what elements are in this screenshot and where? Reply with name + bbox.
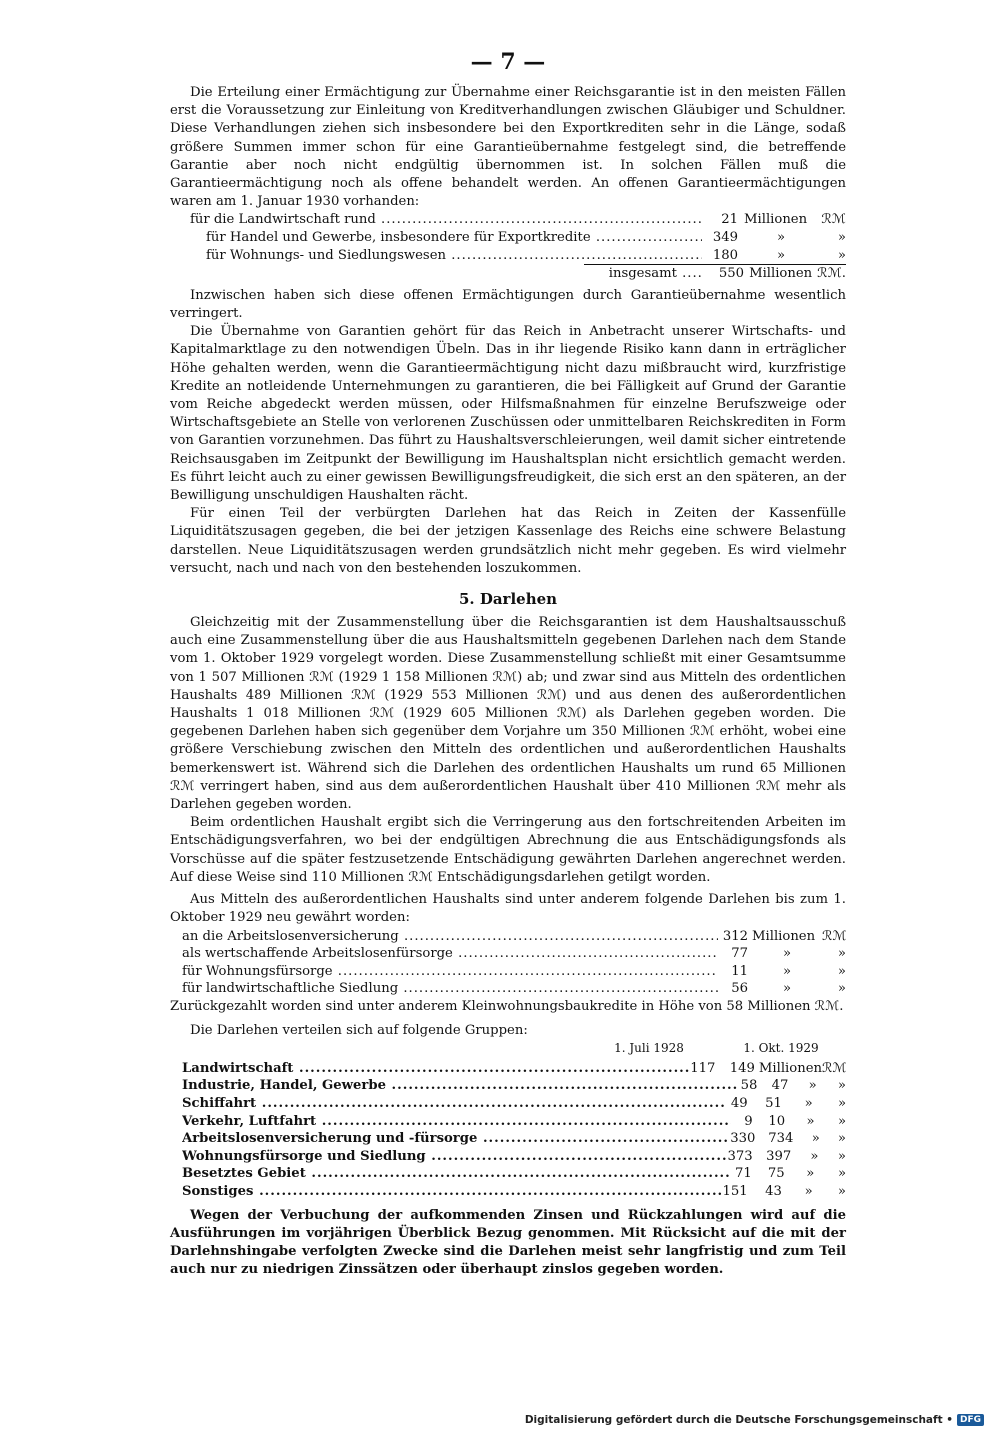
- row-unit-currency: »: [837, 1166, 847, 1182]
- row-unit: »: [811, 1131, 820, 1147]
- table-row: [182, 1060, 846, 1078]
- paragraph-groups-intro: Die Darlehen verteilen sich auf folgende Gruppen:: [190, 1023, 528, 1039]
- row-unit: »: [806, 1166, 815, 1182]
- table-row: [182, 945, 846, 963]
- row-unit: »: [782, 963, 792, 979]
- row-value-1929: 43: [765, 1184, 782, 1200]
- table-row: [190, 211, 846, 229]
- paragraph-reduction: Inzwischen haben sich diese offenen Ermächtigungen durch Garantieübernahme wesentlich verringert.: [170, 287, 846, 321]
- row-unit-currency: »: [837, 1078, 846, 1094]
- paragraph-guarantee-authorization: Die Erteilung einer Ermächtigung zur Übernahme einer Reichsgarantie ist in den meisten Fällen erst die Voraussetzung zur Einleitung von Kreditverhandlungen zwischen Gläubiger und Schuldner. Diese Verhandlungen ziehen sich insbesondere bei den Exportkrediten sehr in die Länge, sodaß größere Summen immer schon für eine Garantieübernahme festgelegt sind, die betreffende Garantie aber noch nicht endgültig übernommen ist. In solchen Fällen muß die Garantieermächtigung noch als offene behandelt werden. An offenen Garantieermächtigungen waren am 1. Januar 1930 vorhanden:: [170, 85, 846, 210]
- column-header-1929: 1. Okt. 1929: [743, 1041, 819, 1056]
- paragraph-extraordinary-loans: Aus Mitteln des außerordentlichen Haushalts sind unter anderem folgende Darlehen bis zum 1. Oktober 1929 neu gewährt worden:: [170, 892, 846, 926]
- total-unit: Millionen: [749, 266, 813, 282]
- row-value: 56: [731, 981, 748, 997]
- table-row: [182, 1130, 846, 1148]
- row-label: für Wohnungsfürsorge .....: [182, 963, 718, 981]
- table-row: [182, 1095, 846, 1113]
- table-row: [182, 1148, 846, 1166]
- row-value: 312: [722, 928, 748, 944]
- total-value: 550: [718, 266, 745, 282]
- table-row: [182, 963, 846, 981]
- row-label: Arbeitslosenversicherung und -fürsorge .....: [182, 1130, 730, 1148]
- table-row: [182, 1183, 846, 1201]
- row-value-1929: 51: [765, 1096, 782, 1112]
- row-unit: Millionen: [752, 928, 816, 944]
- paragraph-repayments: Zurückgezahlt worden sind unter anderem Kleinwohnungsbaukredite in Höhe von 58 Millionen ℛℳ.: [170, 998, 844, 1014]
- row-unit-currency: ℛℳ: [821, 212, 846, 228]
- row-unit-currency: »: [837, 1113, 847, 1129]
- row-unit: »: [810, 1148, 819, 1164]
- row-unit: »: [776, 247, 786, 263]
- row-unit: »: [804, 1096, 813, 1112]
- row-value: 11: [731, 963, 748, 979]
- row-value-1928: 373: [727, 1148, 753, 1164]
- row-unit: »: [776, 230, 786, 246]
- document-page: [170, 44, 846, 1279]
- loan-groups-table: [182, 1040, 846, 1200]
- row-unit-currency: »: [837, 946, 846, 962]
- table-row: [190, 229, 846, 247]
- row-value-1929: 734: [768, 1131, 794, 1147]
- row-value: 180: [712, 247, 738, 263]
- row-unit-currency: »: [837, 963, 846, 979]
- row-unit-currency: ℛℳ: [822, 928, 847, 944]
- row-unit-currency: »: [837, 981, 846, 997]
- row-value-1929: 47: [771, 1078, 789, 1094]
- paragraph-interest-repayments: Wegen der Verbuchung der aufkommenden Zinsen und Rückzahlungen wird auf die Ausführungen im vorjährigen Überblick Bezug genommen. Mit Rücksicht auf die mit der Darlehnshingabe verfolgten Zwecke sind die Darlehen meist sehr langfristig und zum Teil auch nur zu niedrigen Zinssätzen oder überhaupt zinslos gegeben worden.: [170, 1207, 846, 1278]
- row-label: Besetztes Gebiet .....: [182, 1165, 730, 1183]
- row-unit: »: [782, 981, 792, 997]
- total-unit-currency: ℛℳ.: [817, 266, 846, 282]
- footer-text: Digitalisierung gefördert durch die Deutsche Forschungsgemeinschaft •: [524, 1414, 953, 1426]
- row-value: 21: [721, 212, 738, 228]
- row-value: 77: [731, 946, 748, 962]
- row-value-1929: 149: [729, 1060, 755, 1076]
- row-unit-currency: »: [837, 1184, 846, 1200]
- new-loans-table: [182, 928, 846, 998]
- row-label: Landwirtschaft .....: [182, 1060, 690, 1078]
- row-value-1928: 117: [690, 1060, 716, 1076]
- total-label: insgesamt: [608, 266, 677, 282]
- paragraph-loans-overview: Gleichzeitig mit der Zusammenstellung über die Reichsgarantien ist dem Haushaltsausschuß auch eine Zusammenstellung über die aus Haushaltsmitteln gegebenen Darlehen nach dem Stande vom 1. Oktober 1929 vorgelegt worden. Diese Zusammenstellung schließt mit einer Gesamtsumme von 1 507 Millionen ℛℳ (1929 1 158 Millionen ℛℳ) ab; und zwar sind aus Mitteln des ordentlichen Haushalts 489 Millionen ℛℳ (1929 553 Millionen ℛℳ) und aus denen des außerordentlichen Haushalts 1 018 Millionen ℛℳ (1929 605 Millionen ℛℳ) als Darlehen gegeben worden. Die gegebenen Darlehen haben sich gegenüber dem Vorjahre um 350 Millionen ℛℳ erhöht, wobei eine größere Verschiebung zwischen den Mitteln des ordentlichen und außerordentlichen Haushalts bemerkenswert ist. Während sich die Darlehen des ordentlichen Haushalts um rund 65 Millionen ℛℳ verringert haben, sind aus dem außerordentlichen Haushalt über 410 Millionen ℛℳ mehr als Darlehen gegeben worden.: [170, 615, 846, 813]
- page-number: — 7 —: [470, 49, 546, 75]
- row-value-1928: 9: [744, 1113, 753, 1129]
- paragraph-guarantee-risks: Die Übernahme von Garantien gehört für das Reich in Anbetracht unserer Wirtschafts- und Kapitalmarktlage zu den notwendigen Übeln. Das in ihr liegende Risiko kann dann in erträglicher Höhe gehalten werden, wenn die Garantieermächtigung nicht dazu mißbraucht wird, kurzfristige Kredite an notleidende Unternehmungen zu garantieren, die bei Fälligkeit auf Grund der Garantie vom Reiche abgedeckt werden müssen, oder Hilfsmaßnahmen für einzelne Berufszweige oder Wirtschaftsgebiete an Stelle von verlorenen Zuschüssen oder unmittelbaren Reichskrediten in Form von Garantien vorzunehmen. Das führt zu Haushaltsverschleierungen, weil damit sicher eintretende Reichsausgaben im Zeitpunkt der Bewilligung im Haushaltsplan nicht ersichtlich gemacht werden. Es führt leicht auch zu einer gewissen Bewilligungsfreudigkeit, die sich erst an den späteren, an der Bewilligung unschuldigen Haushalten rächt.: [170, 324, 846, 504]
- row-value-1929: 10: [768, 1113, 786, 1129]
- row-unit: Millionen: [758, 1060, 822, 1076]
- digitization-footer: [525, 1414, 984, 1426]
- row-value-1928: 49: [730, 1096, 748, 1112]
- table-row: [182, 1113, 846, 1131]
- row-label: Sonstiges .....: [182, 1183, 722, 1201]
- row-label: für landwirtschaftliche Siedlung .....: [182, 980, 718, 998]
- row-unit: »: [806, 1113, 815, 1129]
- row-value: 349: [712, 230, 738, 246]
- row-value-1928: 330: [730, 1131, 756, 1147]
- row-label: an die Arbeitslosenversicherung .....: [182, 928, 718, 946]
- row-unit: »: [808, 1078, 817, 1094]
- table-row: [182, 928, 846, 946]
- row-label: Verkehr, Luftfahrt .....: [182, 1113, 731, 1131]
- table-header: [182, 1040, 846, 1058]
- open-guarantees-table: [190, 211, 846, 282]
- section-heading: 5. Darlehen: [458, 590, 558, 609]
- row-unit-currency: »: [837, 230, 846, 246]
- table-row: [190, 247, 846, 265]
- row-label: Schiffahrt .....: [182, 1095, 724, 1113]
- table-row: [182, 1077, 846, 1095]
- row-unit-currency: »: [837, 1148, 846, 1164]
- row-unit-currency: »: [837, 247, 846, 263]
- row-label: für Wohnungs- und Siedlungswesen .....: [190, 247, 702, 265]
- row-label: Wohnungsfürsorge und Siedlung .....: [182, 1148, 728, 1166]
- table-total-row: insgesamt .... 550 Millionen ℛℳ.: [584, 264, 846, 283]
- row-value-1928: 151: [722, 1184, 748, 1200]
- row-value-1928: 71: [735, 1166, 752, 1182]
- column-header-1928: 1. Juli 1928: [614, 1041, 684, 1056]
- paragraph-ordinary-budget: Beim ordentlichen Haushalt ergibt sich die Verringerung aus den fortschreitenden Arbeiten im Entschädigungsverfahren, wo bei der endgültigen Abrechnung die aus Entschädigungsfonds als Vorschüsse auf die später festzusetzende Entschädigung gewährten Darlehen angerechnet werden. Auf diese Weise sind 110 Millionen ℛℳ Entschädigungsdarlehen getilgt worden.: [170, 815, 846, 885]
- paragraph-liquidity: Für einen Teil der verbürgten Darlehen hat das Reich in Zeiten der Kassenfülle Liquiditätszusagen gegeben, die bei der jetzigen Kassenlage des Reichs eine schwere Belastung darstellen. Neue Liquiditätszusagen werden grundsätzlich nicht mehr gegeben. Es wird vielmehr versucht, nach und nach von den bestehenden loszukommen.: [170, 506, 846, 576]
- row-unit-currency: »: [837, 1096, 847, 1112]
- row-unit-currency: »: [837, 1131, 846, 1147]
- row-label: für Handel und Gewerbe, insbesondere für Exportkredite .....: [190, 229, 702, 247]
- row-label: Industrie, Handel, Gewerbe .....: [182, 1077, 737, 1095]
- table-row: [182, 1165, 846, 1183]
- row-unit: »: [782, 946, 792, 962]
- row-unit: »: [804, 1184, 813, 1200]
- row-value-1929: 75: [767, 1166, 785, 1182]
- row-unit: Millionen: [744, 212, 808, 228]
- row-value-1929: 397: [766, 1148, 792, 1164]
- row-value-1928: 58: [740, 1078, 758, 1094]
- row-label: für die Landwirtschaft rund .....: [190, 211, 702, 229]
- dfg-logo-icon: DFG: [957, 1414, 984, 1426]
- row-unit-currency: ℛℳ: [822, 1060, 847, 1076]
- table-row: [182, 980, 846, 998]
- row-label: als wertschaffende Arbeitslosenfürsorge .....: [182, 945, 718, 963]
